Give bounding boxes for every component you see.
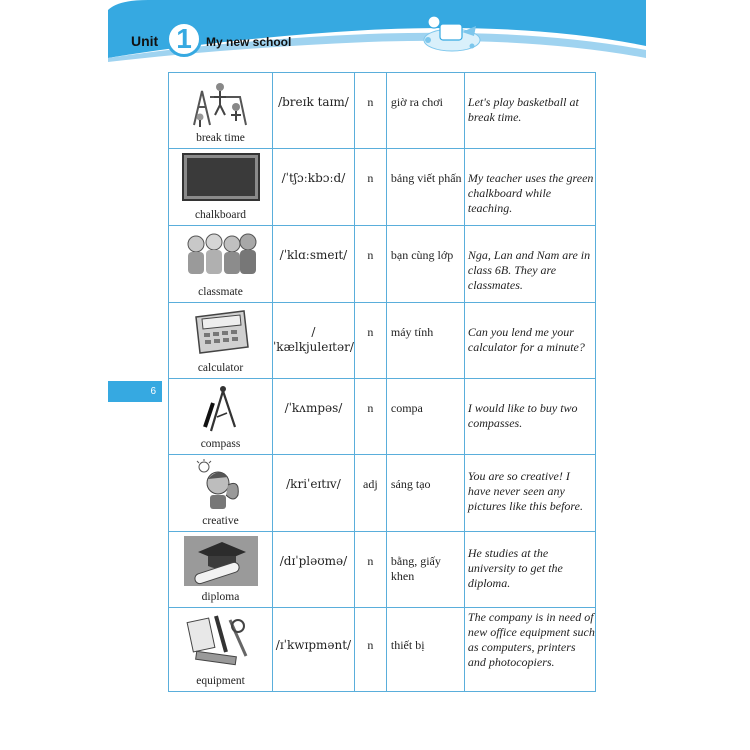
example-cell	[464, 73, 595, 149]
vietnamese-text: bằng, giấy khen	[390, 554, 441, 583]
table-row	[169, 73, 596, 149]
vietnamese-cell	[386, 379, 464, 455]
part-of-speech-text: n	[367, 325, 374, 339]
part-of-speech-cell	[354, 73, 386, 149]
pronunciation-text: /ɪˈkwɪpmənt/	[275, 638, 352, 652]
vocab-word: classmate	[198, 286, 243, 298]
pronunciation-cell	[273, 226, 355, 303]
pronunciation-cell	[273, 455, 355, 532]
compass-icon	[169, 383, 272, 435]
unit-number-badge: 1	[166, 21, 202, 57]
unit-title: My new school	[206, 35, 292, 49]
example-cell	[464, 532, 595, 608]
part-of-speech-cell	[354, 226, 386, 303]
school-equipment-icon	[169, 612, 272, 668]
part-of-speech-cell	[354, 455, 386, 532]
vietnamese-text: sáng tạo	[390, 477, 431, 491]
picture-cell	[169, 226, 273, 303]
picture-cell	[169, 149, 273, 226]
example-text: Nga, Lan and Nam are in class 6B. They are classmates.	[467, 248, 591, 292]
picture-cell	[169, 303, 273, 379]
vocab-word: diploma	[201, 591, 240, 603]
classmates-icon	[169, 230, 272, 282]
vietnamese-text: bạn cùng lớp	[390, 248, 454, 262]
example-text: Can you lend me your calculator for a minute?	[467, 325, 585, 354]
vocab-word: chalkboard	[194, 209, 247, 221]
unit-header	[108, 0, 646, 62]
part-of-speech-cell	[354, 303, 386, 379]
children-playing-icon	[169, 77, 272, 129]
example-text: The company is in need of new office equipment such as computers, printers and photocopiers.	[467, 610, 595, 669]
picture-cell	[169, 379, 273, 455]
part-of-speech-text: n	[367, 95, 374, 109]
table-row	[169, 303, 596, 379]
example-cell	[464, 455, 595, 532]
pronunciation-text: /ˈkʌmpəs/	[284, 401, 343, 415]
table-row	[169, 226, 596, 303]
vietnamese-cell	[386, 608, 464, 692]
pronunciation-cell	[273, 532, 355, 608]
part-of-speech-cell	[354, 379, 386, 455]
part-of-speech-text: n	[367, 171, 374, 185]
table-row	[169, 149, 596, 226]
pronunciation-cell	[273, 303, 355, 379]
example-text: My teacher uses the green chalkboard while teaching.	[467, 171, 594, 215]
vocab-word: creative	[202, 515, 239, 527]
table-row	[169, 379, 596, 455]
unit-label: Unit	[131, 33, 159, 49]
vocab-word: break time	[196, 132, 245, 144]
vietnamese-cell	[386, 532, 464, 608]
example-text: I would like to buy two compasses.	[467, 401, 578, 430]
page-number: 6	[150, 386, 156, 397]
example-cell	[464, 379, 595, 455]
vocab-word: calculator	[197, 362, 244, 374]
pronunciation-cell	[273, 379, 355, 455]
page-number-tab	[108, 381, 162, 402]
part-of-speech-cell	[354, 149, 386, 226]
picture-cell	[169, 455, 273, 532]
example-cell	[464, 608, 595, 692]
part-of-speech-text: n	[367, 638, 374, 652]
vietnamese-text: bảng viết phấn	[390, 171, 462, 185]
vocabulary-table	[168, 72, 596, 692]
part-of-speech-text: adj	[363, 477, 378, 491]
creative-person-icon	[169, 459, 272, 511]
picture-cell	[169, 532, 273, 608]
vietnamese-cell	[386, 455, 464, 532]
vocab-word: equipment	[196, 675, 245, 687]
example-cell	[464, 149, 595, 226]
calculator-icon	[169, 307, 272, 357]
example-cell	[464, 303, 595, 379]
part-of-speech-text: n	[367, 248, 374, 262]
pronunciation-text: /dɪˈpləʊmə/	[279, 554, 348, 568]
vietnamese-cell	[386, 149, 464, 226]
example-text: He studies at the university to get the diploma.	[467, 546, 563, 590]
table-row	[169, 532, 596, 608]
pronunciation-text: /kriˈeɪtɪv/	[286, 477, 341, 491]
vietnamese-text: thiết bị	[390, 638, 425, 652]
pronunciation-text: /ˈkælkjuleɪtər/	[273, 325, 354, 354]
table-row	[169, 608, 596, 692]
part-of-speech-cell	[354, 608, 386, 692]
table-row	[169, 455, 596, 532]
part-of-speech-text: n	[367, 401, 374, 415]
pronunciation-cell	[273, 608, 355, 692]
example-text: Let's play basketball at break time.	[467, 95, 579, 124]
vietnamese-text: compa	[390, 401, 423, 415]
vietnamese-text: máy tính	[390, 325, 434, 339]
picture-cell	[169, 73, 273, 149]
pronunciation-cell	[273, 149, 355, 226]
vocab-word: compass	[200, 438, 241, 450]
example-cell	[464, 226, 595, 303]
vietnamese-cell	[386, 226, 464, 303]
vietnamese-cell	[386, 303, 464, 379]
picture-cell	[169, 608, 273, 692]
part-of-speech-cell	[354, 532, 386, 608]
pronunciation-text: /breɪk taɪm/	[278, 95, 349, 109]
chalkboard-icon	[169, 153, 272, 203]
pronunciation-text: /ˈklɑːsmeɪt/	[279, 248, 348, 262]
pronunciation-cell	[273, 73, 355, 149]
pronunciation-text: /ˈtʃɔːkbɔːd/	[281, 171, 346, 185]
part-of-speech-text: n	[367, 554, 374, 568]
vietnamese-cell	[386, 73, 464, 149]
example-text: You are so creative! I have never seen any pictures like this before.	[467, 469, 583, 513]
vietnamese-text: giờ ra chơi	[390, 95, 443, 109]
diploma-icon	[169, 536, 272, 586]
